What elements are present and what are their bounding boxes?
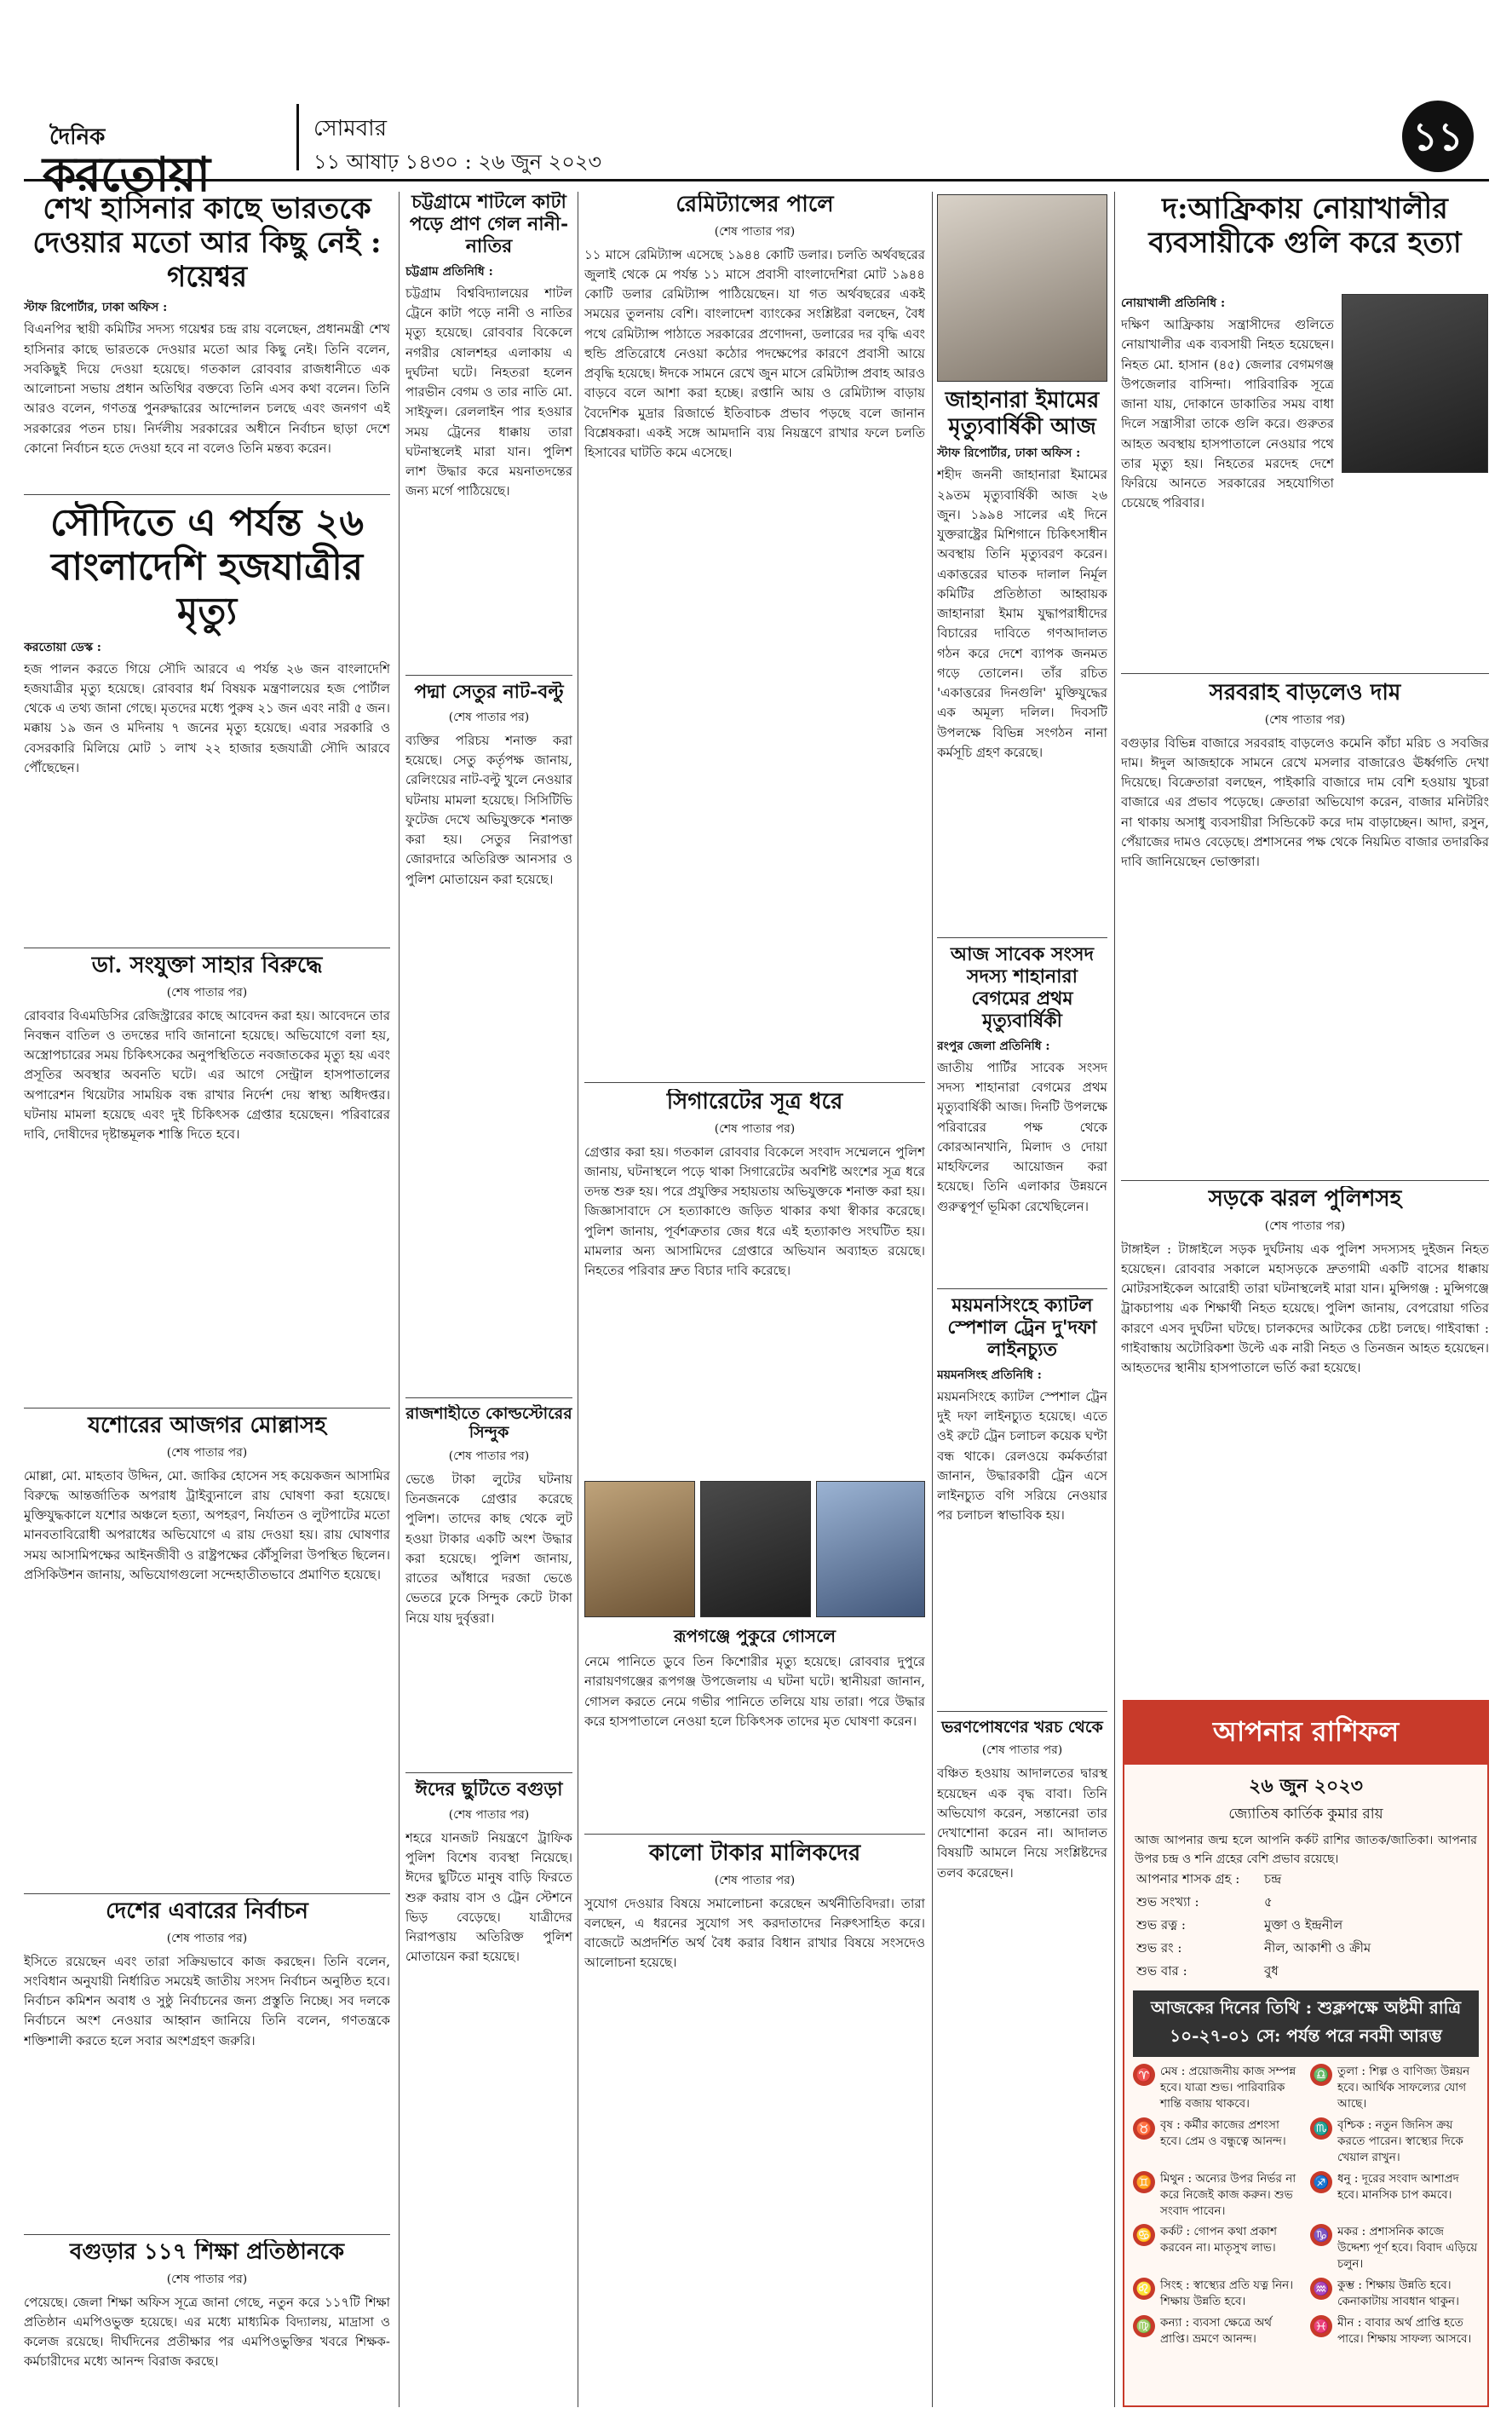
article-remit xyxy=(584,192,925,1078)
zodiac-icon: ♑ xyxy=(1310,2224,1332,2246)
byline: চট্টগ্রাম প্রতিনিধি : xyxy=(405,264,493,279)
zodiac-sign-item xyxy=(1310,2117,1479,2166)
zodiac-text: মকর : প্রশাসনিক কাজে উদ্দেশ্য পূর্ণ হবে। বিবাদ এড়িয়ে চলুন। xyxy=(1337,2225,1478,2272)
article-jahanara xyxy=(937,388,1107,933)
detail-value: মুক্তা ও ইন্দ্রনীল xyxy=(1264,1917,1343,1933)
article-rupganj xyxy=(584,1624,925,1829)
horoscope-detail-row xyxy=(1124,1961,1487,1984)
byline: রংপুর জেলা প্রতিনিধি : xyxy=(937,1039,1050,1053)
article-shahanara xyxy=(937,944,1107,1285)
horoscope-detail-row xyxy=(1124,1892,1487,1915)
continued-label: (শেষ পাতার পর) xyxy=(1264,712,1346,727)
zodiac-sign-item xyxy=(1133,2064,1302,2112)
zodiac-text: কর্কট : গোপন কথা প্রকাশ করবেন না। মাতৃসুখ লাভ। xyxy=(1160,2225,1277,2255)
zodiac-sign-item xyxy=(1310,2224,1479,2273)
detail-value: বুধ xyxy=(1264,1963,1279,1979)
article-rajshahi xyxy=(405,1404,572,1677)
section-rule xyxy=(24,1893,390,1894)
headline: কালো টাকার মালিকদের xyxy=(648,1841,861,1866)
article-teachers xyxy=(24,2239,390,2410)
horoscope-detail-row xyxy=(1124,1915,1487,1938)
photo-girl-3 xyxy=(816,1481,925,1617)
byline: ময়মনসিংহ প্রতিনিধি : xyxy=(937,1368,1042,1382)
article-jessore xyxy=(24,1413,390,1890)
zodiac-text: সিংহ : স্বাস্থ্যের প্রতি যত্ন নিন। শিক্ষায় উন্নতি হবে। xyxy=(1160,2278,1294,2308)
zodiac-sign-item xyxy=(1133,2315,1302,2347)
headline: বগুড়ার ১১৭ শিক্ষা প্রতিষ্ঠানকে xyxy=(69,2239,345,2265)
article-body: জাতীয় পার্টির সাবেক সংসদ সদস্য শাহানারা বেগমের প্রথম মৃত্যুবার্ষিকী আজ। দিনটি উপলক্ষে পরিবারের পক্ষ থেকে কোরআনখানি, মিলাদ ও দোয়া মাহফিলের আয়োজন করা হয়েছে। তিনি এলাকার উন্নয়নে গুরুত্বপূর্ণ ভূমিকা রেখেছিলেন। xyxy=(937,1059,1107,1214)
zodiac-text: মেষ : প্রয়োজনীয় কাজ সম্পন্ন হবে। যাত্রা শুভ। পারিবারিক শান্তি বজায় থাকবে। xyxy=(1160,2065,1296,2111)
section-rule xyxy=(1121,673,1489,674)
zodiac-text: বৃষ : কর্মীর কাজের প্রশংসা হবে। প্রেম ও বন্ধুত্বে আনন্দ। xyxy=(1160,2118,1286,2148)
headline: সড়কে ঝরল পুলিশসহ xyxy=(1208,1186,1402,1212)
article-body: নেমে পানিতে ডুবে তিন কিশোরীর মৃত্যু হয়েছে। রোববার দুপুরে নারায়ণগঞ্জের রূপগঞ্জ উপজেলায় এ ঘটনা ঘটে। স্থানীয়রা জানান, গোসল করতে নেমে গভীর পানিতে তলিয়ে যায় তারা। পরে উদ্ধার করে হাসপাতালে নেওয়া হলে চিকিৎসক তাদের মৃত ঘোষণা করেন। xyxy=(584,1654,925,1729)
continued-label: (শেষ পাতার পর) xyxy=(981,1743,1063,1758)
section-rule xyxy=(937,1711,1107,1712)
section-rule xyxy=(1121,1180,1489,1181)
photo-girl-2 xyxy=(700,1481,811,1617)
masthead xyxy=(24,92,1489,203)
page-number: ১১ xyxy=(1402,101,1474,172)
article-kalo-taka xyxy=(584,1841,925,2403)
article-body: ভেঙে টাকা লুটের ঘটনায় তিনজনকে গ্রেপ্তার করেছে পুলিশ। তাদের কাছ থেকে লুট হওয়া টাকার একটি অংশ উদ্ধার করা হয়েছে। পুলিশ জানায়, রাতের আঁধারে দরজা ভেঙে ভেতরে ঢুকে সিন্দুক কেটে টাকা নিয়ে যায় দুর্বৃত্তরা। xyxy=(405,1471,572,1626)
headline: ঈদের ছুটিতে বগুড়া xyxy=(415,1779,563,1800)
zodiac-icon: ♊ xyxy=(1133,2171,1155,2193)
article-body: সুযোগ দেওয়ার বিষয়ে সমালোচনা করেছেন অর্থনীতিবিদরা। তারা বলছেন, এ ধরনের সুযোগ সৎ করদাতাদের নিরুৎসাহিত করে। বাজেটে অপ্রদর্শিত অর্থ বৈধ করার বিধান রাখার বিষয়ে সংসদেও আলোচনা হয়েছে। xyxy=(584,1895,925,1971)
article-africa xyxy=(1121,290,1334,665)
headline: দেশের এবারের নির্বাচন xyxy=(106,1898,308,1924)
article-hasina xyxy=(24,192,390,490)
zodiac-sign-item xyxy=(1133,2278,1302,2310)
headline: পদ্মা সেতুর নাট-বল্টু xyxy=(414,682,564,703)
byline: স্টাফ রিপোর্টার, ঢাকা অফিস : xyxy=(937,446,1081,461)
horoscope-title: আপনার রাশিফল xyxy=(1124,1702,1487,1765)
article-body: চট্টগ্রাম বিশ্ববিদ্যালয়ের শাটল ট্রেনে কাটা পড়ে নানী ও নাতির মৃত্যু হয়েছে। রোববার বিকেলে নগরীর ষোলশহর এলাকায় এ দুর্ঘটনা ঘটে। নিহতরা হলেন পারভীন বেগম ও তার নাতি মো. সাইফুল। রেললাইন পার হওয়ার সময় ট্রেনের ধাক্কায় তারা ঘটনাস্থলেই মারা যান। পুলিশ লাশ উদ্ধার করে ময়নাতদন্তের জন্য মর্গে পাঠিয়েছে। xyxy=(405,285,572,499)
section-rule xyxy=(405,675,572,676)
headline: ময়মনসিংহে ক্যাটল স্পেশাল ট্রেন দু'দফা লাইনচ্যুত xyxy=(947,1295,1097,1361)
continued-label: (শেষ পাতার পর) xyxy=(448,710,530,724)
zodiac-icon: ♉ xyxy=(1133,2117,1155,2140)
byline: স্টাফ রিপোর্টার, ঢাকা অফিস : xyxy=(24,301,168,315)
headline: আজ সাবেক সংসদ সদস্য শাহানারা বেগমের প্রথম মৃত্যুবার্ষিকী xyxy=(950,944,1095,1032)
article-cigarette xyxy=(584,1089,925,1472)
column-rule xyxy=(399,192,400,2407)
article-supply xyxy=(1121,680,1489,1174)
detail-key: আপনার শাসক গ্রহ : xyxy=(1136,1871,1240,1887)
continued-label: (শেষ পাতার পর) xyxy=(714,224,796,239)
tithi-banner: আজকের দিনের তিথি : শুক্লপক্ষে অষ্টমী রাত্রি ১০-২৭-০১ সে: পর্যন্ত পরে নবমী আরম্ভ xyxy=(1133,1990,1479,2057)
detail-key: শুভ বার : xyxy=(1136,1963,1187,1979)
article-body: গ্রেপ্তার করা হয়। গতকাল রোববার বিকেলে সংবাদ সম্মেলনে পুলিশ জানায়, ঘটনাস্থলে পড়ে থাকা সিগারেটের অবশিষ্ট অংশের সূত্র ধরে তদন্ত শুরু হয়। পরে প্রযুক্তির সহায়তায় অভিযুক্তকে শনাক্ত করা হয়। জিজ্ঞাসাবাদে সে হত্যাকাণ্ডে জড়িত থাকার কথা স্বীকার করেছে। পুলিশ জানায়, পূর্বশত্রুতার জের ধরে এই হত্যাকাণ্ড সংঘটিত হয়। মামলার অন্য আসামিদের গ্রেপ্তারে অভিযান অব্যাহত রয়েছে। নিহতের পরিবার দ্রুত বিচার দাবি করেছে। xyxy=(584,1143,925,1279)
divider xyxy=(296,104,299,170)
horoscope-date: ২৬ জুন ২০২৩ xyxy=(1249,1775,1363,1797)
horoscope-box xyxy=(1123,1700,1489,2407)
headline: সরবরাহ বাড়লেও দাম xyxy=(1209,680,1401,706)
weekday: সোমবার xyxy=(313,116,388,141)
photo-caption: রূপগঞ্জে পুকুরে গোসলে xyxy=(673,1626,836,1646)
zodiac-icon: ♏ xyxy=(1310,2117,1332,2140)
zodiac-icon: ♍ xyxy=(1133,2315,1155,2337)
section-rule xyxy=(24,2234,390,2235)
horoscope-details xyxy=(1124,1869,1487,1984)
horoscope-detail-row xyxy=(1124,1938,1487,1961)
continued-label: (শেষ পাতার পর) xyxy=(166,1445,248,1460)
article-road xyxy=(1121,1186,1489,1689)
article-body: ইসিতে রয়েছেন এবং তারা সক্রিয়ভাবে কাজ করছেন। তিনি বলেন, সংবিধান অনুযায়ী নির্ধারিত সময়েই জাতীয় সংসদ নির্বাচন অনুষ্ঠিত হবে। নির্বাচন কমিশন অবাধ ও সুষ্ঠু নির্বাচনের জন্য প্রস্তুতি নিচ্ছে। সব দলকে নির্বাচনে অংশ নেওয়ার আহ্বান জানিয়ে তিনি বলেন, গণতন্ত্রকে শক্তিশালী করতে হলে সবার অংশগ্রহণ জরুরি। xyxy=(24,1953,390,2048)
continued-label: (শেষ পাতার পর) xyxy=(166,1931,248,1945)
article-body: মোল্লা, মো. মাহতাব উদ্দিন, মো. জাকির হোসেন সহ কয়েকজন আসামির বিরুদ্ধে আন্তর্জাতিক অপরাধ ট্রাইব্যুনালে রায় ঘোষণা করা হয়েছে। মুক্তিযুদ্ধকালে যশোর অঞ্চলে হত্যা, অপহরণ, নির্যাতন ও লুটপাটের মতো মানবতাবিরোধী অপরাধের অভিযোগে এ রায় দেওয়া হয়। রায় ঘোষণার সময় আসামিপক্ষের আইনজীবী ও রাষ্ট্রপক্ষের কৌঁসুলিরা উপস্থিত ছিলেন। প্রসিকিউশন জানায়, অভিযোগগুলো সন্দেহাতীতভাবে প্রমাণিত হয়েছে। xyxy=(24,1467,390,1582)
continued-label: (শেষ পাতার পর) xyxy=(714,1873,796,1887)
zodiac-icon: ♈ xyxy=(1133,2064,1155,2086)
section-rule xyxy=(405,1772,572,1773)
detail-value: নীল, আকাশী ও ক্রীম xyxy=(1264,1940,1371,1956)
article-hajj xyxy=(24,501,390,944)
zodiac-signs xyxy=(1124,2064,1487,2347)
section-rule xyxy=(24,494,390,495)
headline: ডা. সংযুক্তা সাহার বিরুদ্ধে xyxy=(91,953,323,978)
column-rule xyxy=(932,192,933,2407)
photo-girl-1 xyxy=(584,1481,695,1617)
article-body: বঞ্চিত হওয়ায় আদালতের দ্বারস্থ হয়েছেন এক বৃদ্ধ বাবা। তিনি অভিযোগ করেন, সন্তানেরা তার দেখাশোনা করেন না। আদালত বিষয়টি আমলে নিয়ে সংশ্লিষ্টদের তলব করেছেন। xyxy=(937,1766,1107,1881)
zodiac-icon: ♎ xyxy=(1310,2064,1332,2086)
zodiac-sign-item xyxy=(1310,2278,1479,2310)
headline: ভরণপোষণের খরচ থেকে xyxy=(941,1718,1103,1737)
zodiac-sign-item xyxy=(1310,2315,1479,2347)
continued-label: (শেষ পাতার পর) xyxy=(166,2272,248,2286)
column-rule xyxy=(1114,192,1115,2407)
newspaper-logo: করতোয়া xyxy=(43,147,210,203)
zodiac-sign-item xyxy=(1133,2224,1302,2273)
zodiac-sign-item xyxy=(1133,2171,1302,2220)
section-rule xyxy=(584,1082,925,1083)
detail-key: শুভ রং : xyxy=(1136,1940,1182,1956)
article-body: ১১ মাসে রেমিট্যান্স এসেছে ১৯৪৪ কোটি ডলার। চলতি অর্থবছরের জুলাই থেকে মে পর্যন্ত ১১ মাসে প্রবাসী বাংলাদেশিরা মোট ১৯৪৪ কোটি ডলার রেমিট্যান্স পাঠিয়েছেন। যা গত অর্থবছরের একই সময়ের তুলনায় বেশি। বাংলাদেশ ব্যাংকের সংশ্লিষ্টরা বলছেন, বৈধ পথে রেমিট্যান্স পাঠাতে সরকারের প্রণোদনা, ডলারের দর বৃদ্ধি এবং হুন্ডি প্রতিরোধে নেওয়া কঠোর পদক্ষেপের কারণে প্রবাসী আয়ে প্রবৃদ্ধি হয়েছে। ঈদকে সামনে রেখে জুন মাসে রেমিট্যান্স প্রবাহ আরও বাড়বে বলে আশা করা হচ্ছে। রপ্তানি আয় ও রেমিট্যান্স বাড়ায় বৈদেশিক মুদ্রার রিজার্ভে ইতিবাচক প্রভাব পড়ছে বলে জানান বিশ্লেষকরা। একই সঙ্গে আমদানি ব্যয় নিয়ন্ত্রণে রাখার ফলে চলতি হিসাবের ঘাটতি কমে এসেছে। xyxy=(584,246,925,461)
photo-jahanara-imam xyxy=(937,194,1107,382)
zodiac-icon: ♌ xyxy=(1133,2278,1155,2300)
horoscope-detail-row xyxy=(1124,1869,1487,1892)
headline: দ:আফ্রিকায় নোয়াখালীর ব্যবসায়ীকে গুলি করে হত্যা xyxy=(1148,192,1462,261)
detail-value: চন্দ্র xyxy=(1264,1871,1282,1887)
date: ১১ আষাঢ় ১৪৩০ : ২৬ জুন ২০২৩ xyxy=(313,150,602,174)
section-rule xyxy=(937,1288,1107,1289)
continued-label: (শেষ পাতার পর) xyxy=(448,1807,530,1822)
zodiac-icon: ♋ xyxy=(1133,2224,1155,2246)
article-body: শহরে যানজট নিয়ন্ত্রণে ট্রাফিক পুলিশ বিশেষ ব্যবস্থা নিয়েছে। ঈদের ছুটিতে মানুষ বাড়ি ফিরতে শুরু করায় বাস ও ট্রেন স্টেশনে ভিড় বেড়েছে। যাত্রীদের নিরাপত্তায় অতিরিক্ত পুলিশ মোতায়েন করা হয়েছে। xyxy=(405,1829,572,1965)
zodiac-text: মিথুন : অন্যের উপর নির্ভর না করে নিজেই কাজ করুন। শুভ সংবাদ পাবেন। xyxy=(1160,2171,1296,2218)
photo-victim xyxy=(1342,294,1488,473)
article-election xyxy=(24,1898,390,2231)
headline: যশোরের আজগর মোল্লাসহ xyxy=(88,1413,326,1438)
horoscope-author: জ্যোতিষ কার্তিক কুমার রায় xyxy=(1228,1806,1383,1823)
article-body: ময়মনসিংহে ক্যাটল স্পেশাল ট্রেন দুই দফা লাইনচ্যুত হয়েছে। এতে ওই রুটে ট্রেন চলাচল কয়েক ঘণ্টা বন্ধ থাকে। রেলওয়ে কর্মকর্তারা জানান, উদ্ধারকারী ট্রেন এসে লাইনচ্যুত বগি সরিয়ে নেওয়ার পর চলাচল স্বাভাবিক হয়। xyxy=(937,1388,1107,1524)
continued-label: (শেষ পাতার পর) xyxy=(1264,1218,1346,1233)
article-body: টাঙ্গাইল : টাঙ্গাইলে সড়ক দুর্ঘটনায় এক পুলিশ সদস্যসহ দুইজন নিহত হয়েছেন। রোববার সকালে মহাসড়কে দ্রুতগামী একটি বাসের ধাক্কায় মোটরসাইকেল আরোহী তারা ঘটনাস্থলেই মারা যান। মুন্সিগঞ্জ : মুন্সিগঞ্জে ট্রাকচাপায় এক শিক্ষার্থী নিহত হয়েছে। পুলিশ জানায়, বেপরোয়া গতির কারণে এসব দুর্ঘটনা ঘটছে। চালকদের আটকের চেষ্টা চলছে। গাইবান্ধা : গাইবান্ধায় অটোরিকশা উল্টে এক নারী নিহত ও তিনজন আহত হয়েছেন। আহতদের স্থানীয় হাসপাতালে ভর্তি করা হয়েছে। xyxy=(1121,1241,1489,1376)
headline: সৌদিতে এ পর্যন্ত ২৬ বাংলাদেশি হজযাত্রীর মৃত্যু xyxy=(49,501,365,633)
article-body: রোববার বিএমডিসির রেজিস্ট্রারের কাছে আবেদন করা হয়। আবেদনে তার নিবন্ধন বাতিল ও তদন্তের দাবি জানানো হয়েছে। অভিযোগে বলা হয়, অস্ত্রোপচারের সময় চিকিৎসকের অনুপস্থিতিতে নবজাতকের মৃত্যু হয় এবং প্রসূতির অবস্থার অবনতি ঘটে। এর আগে সেন্ট্রাল হাসপাতালের অপারেশন থিয়েটার সাময়িক বন্ধ রাখার নির্দেশ দেয় স্বাস্থ্য অধিদপ্তর। ঘটনায় মামলা হয়েছে এবং দুই চিকিৎসক গ্রেপ্তার হয়েছেন। পরিবারের দাবি, দোষীদের দৃষ্টান্তমূলক শাস্তি দিতে হবে। xyxy=(24,1007,390,1143)
logo-small: দৈনিক xyxy=(49,124,106,150)
headline: চট্টগ্রামে শাটলে কাটা পড়ে প্রাণ গেল নানী-নাতির xyxy=(409,192,569,257)
continued-label: (শেষ পাতার পর) xyxy=(714,1121,796,1136)
zodiac-icon: ♓ xyxy=(1310,2315,1332,2337)
horoscope-intro: আজ আপনার জন্ম হলে আপনি কর্কট রাশির জাতক/জাতিকা। আপনার উপর চন্দ্র ও শনি গ্রহের বেশি প্রভাব রয়েছে। xyxy=(1135,1834,1477,1866)
zodiac-icon: ♒ xyxy=(1310,2278,1332,2300)
detail-key: শুভ রত্ন : xyxy=(1136,1917,1186,1933)
article-bhorunpur xyxy=(937,1718,1107,2399)
section-rule xyxy=(405,1397,572,1398)
article-body: পেয়েছে। জেলা শিক্ষা অফিস সূত্রে জানা গেছে, নতুন করে ১১৭টি শিক্ষা প্রতিষ্ঠান এমপিওভুক্ত হয়েছে। এর মধ্যে মাধ্যমিক বিদ্যালয়, মাদ্রাসা ও কলেজ রয়েছে। দীর্ঘদিনের প্রতীক্ষার পর এমপিওভুক্তির খবরে শিক্ষক-কর্মচারীদের মধ্যে আনন্দ বিরাজ করছে। xyxy=(24,2294,390,2370)
zodiac-text: কন্যা : ব্যবসা ক্ষেত্রে অর্থ প্রাপ্তি। ভ্রমণে আনন্দ। xyxy=(1160,2315,1273,2346)
article-body: হজ পালন করতে গিয়ে সৌদি আরবে এ পর্যন্ত ২৬ জন বাংলাদেশি হজযাত্রীর মৃত্যু হয়েছে। রোববার ধর্ম বিষয়ক মন্ত্রণালয়ের হজ পোর্টাল থেকে এ তথ্য জানা গেছে। মৃতদের মধ্যে পুরুষ ২১ জন এবং নারী ৫ জন। মক্কায় ১৯ জন ও মদিনায় ৭ জনের মৃত্যু হয়েছে। এবার সরকারি ও বেসরকারি মিলিয়ে মোট ১ লাখ ২২ হাজার হজযাত্রী সৌদি আরবে পৌঁছেছেন। xyxy=(24,660,390,775)
section-rule xyxy=(937,937,1107,938)
article-body: ব্যক্তির পরিচয় শনাক্ত করা হয়েছে। সেতু কর্তৃপক্ষ জানায়, রেলিংয়ের নাট-বল্টু খুলে নেওয়ার ঘটনায় মামলা হয়েছে। সিসিটিভি ফুটেজ দেখে অভিযুক্তকে শনাক্ত করা হয়। সেতুর নিরাপত্তা জোরদারে অতিরিক্ত আনসার ও পুলিশ মোতায়েন করা হয়েছে। xyxy=(405,732,572,887)
zodiac-icon: ♐ xyxy=(1310,2171,1332,2193)
zodiac-sign-item xyxy=(1133,2117,1302,2166)
continued-label: (শেষ পাতার পর) xyxy=(448,1449,530,1463)
headline: রেমিট্যান্সের পালে xyxy=(676,192,834,217)
article-dr xyxy=(24,953,390,1404)
article-eid xyxy=(405,1779,572,2290)
zodiac-text: তুলা : শিল্প ও বাণিজ্য উন্নয়ন হবে। আর্থিক সাফল্যের যোগ আছে। xyxy=(1337,2065,1470,2111)
article-padma xyxy=(405,682,572,1048)
byline: করতোয়া ডেস্ক : xyxy=(24,640,101,654)
article-ctg xyxy=(405,192,572,669)
detail-value: ৫ xyxy=(1264,1894,1273,1910)
zodiac-text: মীন : বাবার অর্থ প্রাপ্তি হতে পারে। শিক্ষায় সাফল্য আসবে। xyxy=(1337,2315,1472,2346)
headline: সিগারেটের সূত্র ধরে xyxy=(666,1089,843,1115)
headline: জাহানারা ইমামের মৃত্যুবার্ষিকী আজ xyxy=(945,388,1100,440)
article-mymensingh xyxy=(937,1295,1107,1696)
byline: নোয়াখালী প্রতিনিধি : xyxy=(1121,297,1226,310)
section-rule xyxy=(584,1834,925,1835)
detail-key: শুভ সংখ্যা : xyxy=(1136,1894,1199,1910)
continued-label: (শেষ পাতার পর) xyxy=(166,985,248,999)
article-body: দক্ষিণ আফ্রিকায় সন্ত্রাসীদের গুলিতে নোয়াখালীর এক ব্যবসায়ী নিহত হয়েছেন। নিহত মো. হাসান (৪৫) জেলার বেগমগঞ্জ উপজেলার বাসিন্দা। পারিবারিক সূত্রে জানা যায়, দোকানে ডাকাতির সময় বাধা দিলে সন্ত্রাসীরা তাকে গুলি করে। গুরুতর আহত অবস্থায় হাসপাতালে নেওয়ার পথে তার মৃত্যু হয়। নিহতের মরদেহ দেশে ফিরিয়ে আনতে সরকারের সহযোগিতা চেয়েছে পরিবার। xyxy=(1121,317,1334,511)
zodiac-text: কুম্ভ : শিক্ষায় উন্নতি হবে। কেনাকাটায় সাবধান থাকুন। xyxy=(1337,2278,1459,2308)
zodiac-text: ধনু : দূরের সংবাদ আশাপ্রদ হবে। মানসিক চাপ কমবে। xyxy=(1337,2171,1459,2202)
headline: শেখ হাসিনার কাছে ভারতকে দেওয়ার মতো আর কিছু নেই : গয়েশ্বর xyxy=(32,192,382,295)
zodiac-text: বৃশ্চিক : নতুন জিনিস ক্রয় করতে পারেন। স্বাস্থ্যের দিকে খেয়াল রাখুন। xyxy=(1337,2118,1463,2164)
article-africa-head xyxy=(1121,192,1489,285)
zodiac-sign-item xyxy=(1310,2171,1479,2220)
article-body: বিএনপির স্থায়ী কমিটির সদস্য গয়েশ্বর চন্দ্র রায় বলেছেন, প্রধানমন্ত্রী শেখ হাসিনার কাছে ভারতকে দেওয়ার মতো আর কিছু নেই। তিনি বলেন, সবকিছুই দিয়ে দেওয়া হয়েছে। গতকাল রোববার রাজধানীতে এক আলোচনা সভায় প্রধান অতিথির বক্তব্যে তিনি এসব কথা বলেন। তিনি আরও বলেন, গণতন্ত্র পুনরুদ্ধারের আন্দোলন চলছে এবং জনগণ এই সরকারের পতন চায়। নির্দলীয় সরকারের অধীনে নির্বাচন ছাড়া দেশে কোনো নির্বাচন হতে দেওয়া হবে না বলেও তিনি মন্তব্য করেন। xyxy=(24,321,390,456)
headline: রাজশাহীতে কোল্ডস্টোরের সিন্দুক xyxy=(405,1404,572,1443)
zodiac-sign-item xyxy=(1310,2064,1479,2112)
article-body: বগুড়ার বিভিন্ন বাজারে সরবরাহ বাড়লেও কমেনি কাঁচা মরিচ ও সবজির দাম। ঈদুল আজহাকে সামনে রেখে মসলার বাজারেও ঊর্ধ্বগতি দেখা দিয়েছে। বিক্রেতারা বলছেন, পাইকারি বাজারে দাম বেশি হওয়ায় খুচরা বাজারে এর প্রভাব পড়েছে। ক্রেতারা অভিযোগ করেন, বাজার মনিটরিং না থাকায় অসাধু ব্যবসায়ীরা সিন্ডিকেট করে দাম বাড়াচ্ছেন। আদা, রসুন, পেঁয়াজের দামও বেড়েছে। প্রশাসনের পক্ষ থেকে নিয়মিত বাজার তদারকির দাবি জানিয়েছেন ভোক্তারা। xyxy=(1121,734,1489,870)
article-body: শহীদ জননী জাহানারা ইমামের ২৯তম মৃত্যুবার্ষিকী আজ ২৬ জুন। ১৯৯৪ সালের এই দিনে যুক্তরাষ্ট্রের মিশিগানে চিকিৎসাধীন অবস্থায় তিনি মৃত্যুবরণ করেন। একাত্তরের ঘাতক দালাল নির্মূল কমিটির প্রতিষ্ঠাতা আহ্বায়ক জাহানারা ইমাম যুদ্ধাপরাধীদের বিচারের দাবিতে গণআদালত গঠন করে দেশে ব্যাপক জনমত গড়ে তোলেন। তাঁর রচিত 'একাত্তরের দিনগুলি' মুক্তিযুদ্ধের এক অমূল্য দলিল। দিবসটি উপলক্ষে বিভিন্ন সংগঠন নানা কর্মসূচি গ্রহণ করেছে। xyxy=(937,467,1107,760)
